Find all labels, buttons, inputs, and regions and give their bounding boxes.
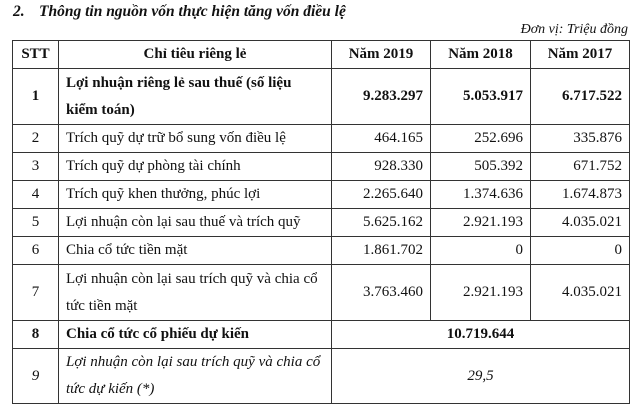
row-indicator: Chia cổ tức tiền mặt [59, 237, 332, 265]
value-2019: 5.625.162 [332, 209, 431, 237]
unit-label: Đơn vị: Triệu đồng [520, 22, 628, 37]
value-2017: 6.717.522 [531, 69, 630, 125]
header-2018: Năm 2018 [431, 41, 531, 69]
section-number: 2. [13, 3, 25, 20]
value-2018: 0 [431, 237, 531, 265]
table-row [13, 349, 630, 404]
value-2018: 252.696 [431, 125, 531, 153]
table-row [13, 209, 630, 237]
table-row [13, 321, 630, 349]
row-stt: 4 [13, 181, 59, 209]
value-2019: 1.861.702 [332, 237, 431, 265]
merged-value: 10.719.644 [332, 321, 630, 349]
row-stt: 2 [13, 125, 59, 153]
row-indicator: Trích quỹ khen thưởng, phúc lợi [59, 181, 332, 209]
value-2018: 1.374.636 [431, 181, 531, 209]
value-2017: 1.674.873 [531, 181, 630, 209]
value-2017: 4.035.021 [531, 209, 630, 237]
header-2017: Năm 2017 [531, 41, 630, 69]
section-heading [13, 3, 346, 21]
row-indicator: Lợi nhuận còn lại sau thuế và trích quỹ [59, 209, 332, 237]
merged-value: 29,5 [332, 349, 630, 404]
header-2019: Năm 2019 [332, 41, 431, 69]
table-row [13, 265, 630, 321]
row-indicator: Lợi nhuận còn lại sau trích quỹ và chia cổ tức dự kiến (*) [59, 349, 332, 404]
value-2017: 0 [531, 237, 630, 265]
row-stt: 6 [13, 237, 59, 265]
row-indicator: Chia cổ tức cổ phiếu dự kiến [59, 321, 332, 349]
table-header-row [13, 41, 630, 69]
header-indicator: Chỉ tiêu riêng lẻ [59, 41, 332, 69]
row-stt: 9 [13, 349, 59, 404]
table-row [13, 125, 630, 153]
table-row [13, 237, 630, 265]
value-2018: 2.921.193 [431, 265, 531, 321]
row-indicator: Trích quỹ dự phòng tài chính [59, 153, 332, 181]
table-row [13, 153, 630, 181]
row-stt: 5 [13, 209, 59, 237]
value-2017: 671.752 [531, 153, 630, 181]
value-2019: 464.165 [332, 125, 431, 153]
value-2019: 2.265.640 [332, 181, 431, 209]
value-2017: 335.876 [531, 125, 630, 153]
value-2018: 2.921.193 [431, 209, 531, 237]
row-indicator: Trích quỹ dự trữ bổ sung vốn điều lệ [59, 125, 332, 153]
row-indicator: Lợi nhuận riêng lẻ sau thuế (số liệu kiểm toán) [59, 69, 332, 125]
header-stt: STT [13, 41, 59, 69]
value-2019: 9.283.297 [332, 69, 431, 125]
row-stt: 8 [13, 321, 59, 349]
value-2018: 5.053.917 [431, 69, 531, 125]
value-2019: 928.330 [332, 153, 431, 181]
value-2019: 3.763.460 [332, 265, 431, 321]
value-2018: 505.392 [431, 153, 531, 181]
section-title: Thông tin nguồn vốn thực hiện tăng vốn điều lệ [39, 3, 346, 20]
value-2017: 4.035.021 [531, 265, 630, 321]
row-indicator: Lợi nhuận còn lại sau trích quỹ và chia cổ tức tiền mặt [59, 265, 332, 321]
row-stt: 3 [13, 153, 59, 181]
table-row [13, 69, 630, 125]
row-stt: 7 [13, 265, 59, 321]
row-stt: 1 [13, 69, 59, 125]
capital-source-table [12, 40, 630, 404]
table-row [13, 181, 630, 209]
